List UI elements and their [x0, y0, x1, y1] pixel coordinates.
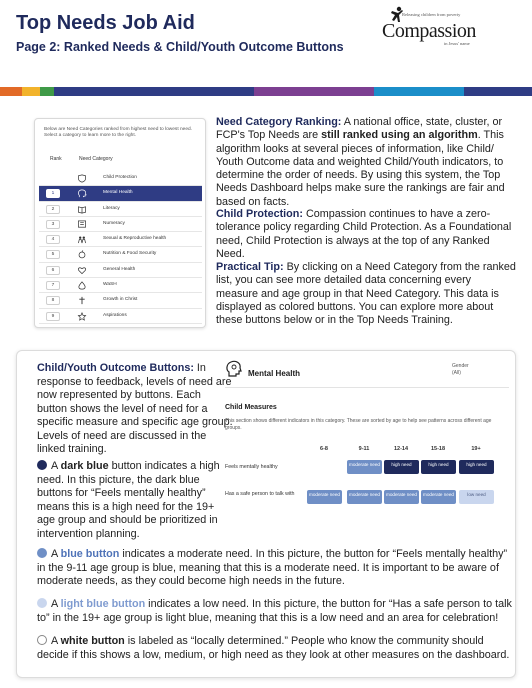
logo-small-text: in Jesus' name [444, 41, 470, 46]
compassion-logo [382, 10, 494, 50]
page-subtitle: Page 2: Ranked Needs & Child/Youth Outcome Buttons [16, 40, 344, 54]
practical-tip-heading: Practical Tip: [216, 261, 284, 273]
need-level-button[interactable]: high need [459, 460, 494, 474]
practical-tip-paragraph [216, 261, 516, 327]
star-icon [77, 312, 87, 321]
need-ranking-heading: Need Category Ranking: [216, 116, 342, 128]
category-label: Growth in Christ [103, 297, 138, 303]
need-ranking-bold: still ranked using an algorithm [321, 129, 478, 142]
water-icon [77, 281, 87, 290]
people-icon [77, 235, 87, 244]
need-category-row[interactable] [39, 217, 202, 232]
divider [225, 387, 509, 388]
heart-icon [77, 266, 87, 275]
logo-tagline: Releasing children from poverty [402, 12, 461, 17]
white-explanation [37, 635, 517, 662]
ranked-needs-panel [34, 118, 206, 328]
mental-health-measures-panel [222, 360, 510, 524]
need-level-button[interactable]: moderate need [384, 490, 419, 504]
rank-number: 1 [46, 189, 60, 198]
rank-number: 3 [46, 220, 60, 229]
rank-number: 4 [46, 235, 60, 244]
book-icon [77, 205, 87, 214]
stripe-segment [54, 87, 254, 96]
child-protection-paragraph [216, 208, 516, 261]
need-level-button[interactable]: high need [421, 460, 456, 474]
dark-blue-dot-icon [37, 460, 47, 470]
apple-icon [77, 250, 87, 259]
light-blue-text-b: indicates a low need. In this picture, the button for “Has a safe person to talk to” in the 19+ age group is light blue, meaning that this is a low need and an area for celebration! [37, 598, 512, 624]
outcome-buttons-heading: Child/Youth Outcome Buttons: [37, 362, 194, 374]
dark-blue-explanation [37, 460, 233, 541]
age-group-header: 19+ [471, 446, 481, 452]
head-icon [225, 360, 243, 378]
category-column-header: Need Category [79, 156, 113, 162]
stripe-segment [464, 87, 532, 96]
gender-value: (All) [452, 370, 461, 376]
need-level-button[interactable]: high need [384, 460, 419, 474]
white-bold: white button [60, 635, 125, 647]
white-text-b: is labeled as “locally determined.” People who know the community should decide if this shows a low, medium, or high need as they look at other measures on the dashboard. [37, 635, 510, 661]
stripe-segment [254, 87, 374, 96]
need-ranking-paragraph [216, 116, 516, 209]
rank-number: 5 [46, 250, 60, 259]
blue-dot-icon [37, 548, 47, 558]
outcome-buttons-intro-text: In response to feedback, levels of need are now represented by buttons. Each button shows the level of need for a specific measure and specific age group. Levels of need are discussed in the linked training. [37, 362, 233, 455]
blue-text-b: indicates a moderate need. In this picture, the button for “Feels mentally healthy” in the 9-11 age group is blue, meaning that this is a moderate need. It is important to be aware of moderate needs, as they could become high needs in the future. [37, 548, 508, 587]
light-blue-bold: light blue button [60, 598, 146, 610]
need-ranking-text-a: A national office, state, cluster, or FCP's Top Needs are [216, 116, 503, 142]
need-category-list [39, 171, 202, 324]
child-protection-heading: Child Protection: [216, 208, 303, 220]
stripe-segment [22, 87, 40, 96]
stripe-segment [40, 87, 54, 96]
age-group-header: 9-11 [358, 446, 370, 452]
child-measures-intro: This section shows different indicators in this category. These are sorted by age to help see patterns across different age groups. [225, 418, 492, 431]
category-label: Nutrition & Food Security [103, 251, 157, 257]
white-text-a: A [51, 635, 61, 647]
white-dot-icon [37, 635, 47, 645]
cross-icon [77, 296, 87, 305]
need-level-button[interactable]: moderate need [307, 490, 342, 504]
need-level-button[interactable]: low need [459, 490, 494, 504]
light-blue-text-a: A [51, 598, 61, 610]
category-label: WaSH [103, 282, 117, 288]
page-title: Top Needs Job Aid [16, 12, 195, 34]
age-group-header: 15-18 [430, 446, 446, 452]
dark-blue-text-a: A [51, 460, 61, 472]
dark-blue-text-b: button indicates a high need. In this picture, the dark blue buttons for “Feels mentally healthy” means this is a high need for the 19+ age group and should be prioritized in intervention planning. [37, 460, 220, 540]
rank-column-header: Rank [50, 156, 62, 162]
dark-blue-bold: dark blue [60, 460, 109, 472]
rank-number: 9 [46, 312, 60, 321]
need-category-row[interactable] [39, 171, 202, 186]
blue-bold: blue button [60, 548, 120, 560]
rank-number: 8 [46, 296, 60, 305]
stripe-segment [0, 87, 22, 96]
stripe-segment [374, 87, 464, 96]
gender-filter[interactable] [452, 363, 469, 377]
category-label: Aspirations [103, 312, 127, 318]
need-category-row[interactable] [39, 293, 202, 308]
rank-number: 6 [46, 266, 60, 275]
need-category-row[interactable] [39, 309, 202, 324]
category-label: Mental Health [103, 190, 133, 196]
measures-title: Mental Health [248, 369, 301, 378]
logo-wordmark: Compassion [382, 20, 476, 42]
measure-label: Has a safe person to talk with [225, 491, 295, 497]
category-label: Numeracy [103, 220, 125, 226]
gender-label: Gender [452, 363, 469, 369]
need-category-row[interactable] [39, 278, 202, 293]
rank-number: 7 [46, 281, 60, 290]
head-icon [77, 189, 87, 198]
blue-text-a: A [51, 548, 61, 560]
light-blue-explanation [37, 598, 517, 625]
need-level-button[interactable]: moderate need [347, 490, 382, 504]
need-category-row[interactable] [39, 202, 202, 217]
need-category-row[interactable] [39, 263, 202, 278]
need-level-button[interactable]: moderate need [347, 460, 382, 474]
category-label: Sexual & Reproductive health [103, 236, 167, 242]
measure-label: Feels mentally healthy [225, 464, 278, 470]
outcome-buttons-intro [37, 362, 233, 457]
age-group-header: 12-14 [393, 446, 409, 452]
numbers-icon [77, 220, 87, 229]
blue-explanation [37, 548, 517, 589]
light-blue-dot-icon [37, 598, 47, 608]
age-group-header: 6-8 [320, 446, 328, 452]
shield-icon [77, 174, 87, 183]
child-protection-text: Compassion continues to have a zero-tolerance policy regarding Child Protection. As a Foundational need, Child Protection is always at the top of any Ranked Need. [216, 208, 512, 260]
ranked-needs-intro: Below are Need Categories ranked from highest need to lowest need. Select a category to learn more to the right. [44, 127, 192, 139]
child-measures-title: Child Measures [225, 404, 277, 411]
need-ranking-text-b: . This algorithm looks at several pieces of information, like Child/ Youth Outcome data and weighted Child/Youth indicators, to determine the order of needs. By using this system, the Top Needs Dashboard helps make sure the rankings are fair and based on facts. [216, 129, 505, 208]
need-category-row[interactable] [39, 247, 202, 262]
color-stripe [0, 87, 532, 96]
need-category-row[interactable] [39, 186, 202, 201]
category-label: Child Protection [103, 175, 137, 180]
category-label: General Health [103, 266, 136, 272]
need-level-button[interactable]: moderate need [421, 490, 456, 504]
practical-tip-text: By clicking on a Need Category from the ranked list, you can see more detailed data concerning every measure and age group in that Need Category. This data is displayed as colored buttons. You can explore more about these buttons below or in the Top Needs Training. [216, 261, 516, 327]
rank-number: 2 [46, 205, 60, 214]
category-label: Literacy [103, 205, 120, 211]
need-category-row[interactable] [39, 232, 202, 247]
